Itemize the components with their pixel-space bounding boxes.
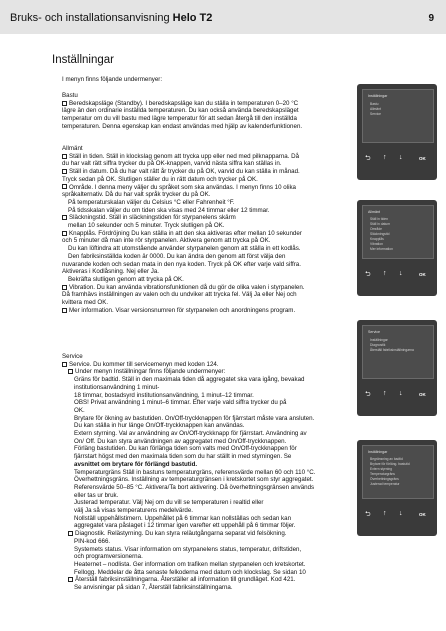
- control-panel-image: [357, 320, 437, 416]
- menu-item: Område: [370, 227, 382, 231]
- service-line: OBS! Privat användning 1 minut–6 timmar. Efter varje vald siffra trycker du på: [74, 399, 287, 407]
- panel-screen: [362, 205, 434, 259]
- service-line: Överhettningsgräns. Inställning av temperaturgränsen i kretskortet som styr aggregatet.: [74, 476, 314, 484]
- service-line: Temperaturgräns Ställ in bastuns temperaturgräns, referensvärde mellan 60 och 110 °C.: [74, 468, 316, 476]
- up-arrow-icon: ↑: [383, 390, 387, 397]
- ok-button-icon: OK: [419, 272, 426, 277]
- menu-item: Brytare för förläng. bastutid: [370, 462, 410, 466]
- up-arrow-icon: ↑: [383, 510, 387, 517]
- service-line: Återställ fabriksinställningarna. Återställer all information till grundläget. Kod 421.: [62, 576, 346, 584]
- bullet-icon: [62, 285, 67, 290]
- menu-item: Släckningstid: [370, 232, 390, 236]
- service-line: Diagnostik. Relästyrning. Du kan styra reläutgångarna separat vid felsökning.: [62, 530, 346, 538]
- service-heading: Service: [62, 353, 83, 360]
- general-line: Tryck sedan på OK. Slutligen ställer du in rätt datum och trycker på OK.: [62, 175, 258, 183]
- menu-item: Bastu: [370, 102, 379, 106]
- service-line: PIN-kod 666.: [74, 537, 111, 545]
- bullet-icon: [62, 308, 67, 313]
- back-icon: ⮌: [365, 271, 371, 278]
- control-panel-image: [357, 200, 437, 296]
- service-line: Under menyn Inställningar finns följande undermenyer:: [62, 368, 346, 376]
- general-line: På tidsskalan väljer du om tiden ska visas med 24 timmar eller 12 timmar.: [68, 206, 270, 214]
- intro-text: I menyn finns följande undermenyer:: [62, 76, 163, 83]
- menu-item: Ställ in datum: [370, 222, 390, 226]
- general-line: nuvarande koden och sedan mata in den nya koden. Tryck på OK efter varje vald siffra.: [62, 260, 301, 268]
- bullet-icon: [62, 362, 67, 367]
- bullet-icon: [68, 369, 73, 374]
- basic-line: lägre än den ordinarie inställda temperaturen. Du kan också använda beredskapsläget: [62, 107, 299, 115]
- menu-item: Överhettningsgräns: [370, 477, 399, 481]
- ok-button-icon: OK: [419, 392, 426, 397]
- general-section: [62, 145, 346, 314]
- service-line: och programversionerna.: [74, 553, 143, 561]
- menu-item: Extern styrning: [370, 467, 392, 471]
- panel-screen: [362, 445, 434, 499]
- basic-line: Beredskapsläge (Standby). I beredskapsläge kan du ställa in temperaturen 0–20 °C: [62, 100, 346, 108]
- document-title: Bruks- och installationsanvisning Helo T2: [10, 12, 213, 24]
- general-line: kvittera med OK.: [62, 299, 109, 307]
- general-line: språkalternativ. Då du har valt språk trycker du på OK.: [62, 191, 211, 199]
- general-line: Vibration. Du kan använda vibrationsfunktionen då du gör de olika valen i styrpanelen.: [62, 284, 346, 292]
- menu-item: Service: [370, 112, 381, 116]
- general-line: mellan 10 sekunder och 5 minuter. Tryck slutligen på OK.: [68, 222, 225, 230]
- section-title: Inställningar: [52, 54, 115, 66]
- service-line: Systemets status. Visar information om styrpanelens status, temperatur, driftstiden,: [74, 545, 302, 553]
- service-line: Brytare för ökning av bastutiden. On/Off-tryckknappen för fjärrstart måste vara ansluten.: [74, 414, 315, 422]
- screen-title: Inställningar: [368, 450, 388, 454]
- service-section: [62, 353, 346, 592]
- basic-heading: Bastu: [62, 92, 78, 99]
- bullet-icon: [62, 184, 67, 189]
- menu-item: Begränsning av badtid: [370, 457, 403, 461]
- panel-screen: [362, 325, 434, 379]
- service-line: Fellogg. Meddelar de åtta senaste felkoderna med datum och klockslag. Se sidan 10: [74, 568, 306, 576]
- ok-button-icon: OK: [419, 512, 426, 517]
- basic-line: temperaturen. Denna egenskap kan endast användas med hjälp av kalenderfunktionen.: [62, 122, 303, 130]
- bullet-icon: [68, 531, 73, 536]
- service-line: avsnittet om brytare för förlängd bastutid.: [74, 460, 198, 468]
- general-line: Ställ in datum. Då du har valt rätt år trycker du på OK, varvid du kan ställa in månad.: [62, 168, 346, 176]
- down-arrow-icon: ↓: [399, 154, 403, 161]
- control-panel-image: [357, 440, 437, 536]
- down-arrow-icon: ↓: [399, 510, 403, 517]
- back-icon: ⮌: [365, 391, 371, 398]
- menu-item: Temperaturgräns: [370, 472, 395, 476]
- general-line: och 5 minuter då man inte rör styrpanelen. Aktivera genom att trycka på OK.: [62, 237, 271, 245]
- control-panel-image: [357, 84, 437, 180]
- ok-button-icon: OK: [419, 156, 426, 161]
- menu-item: Mer information: [370, 247, 393, 251]
- service-line: Heaternet – nodlista. Ger information om trafiken mellan styrpanelen och kretskortet.: [74, 560, 306, 568]
- panel-screen: [362, 89, 434, 143]
- bullet-icon: [62, 101, 67, 106]
- service-line: fjärrstart högst med den maximala tiden som du har ställt in med styrningen. Se: [74, 453, 292, 461]
- service-line: Se anvisningar på sidan 7, Återställ fabriksinställningarna.: [74, 584, 233, 592]
- general-line: Bekräfta slutligen genom att trycka på OK.: [68, 275, 184, 283]
- basic-section: [62, 92, 346, 131]
- menu-item: Inställningar: [370, 338, 388, 342]
- general-line: Aktiveras i Kodlåsning. Nej eller Ja.: [62, 268, 159, 276]
- general-line: Område. I denna meny väljer du språket som ska användas. I menyn finns 10 olika: [62, 184, 346, 192]
- service-line: Nollställ uppehållstimern. Uppehållet på 6 timmar kan nollställas och sedan kan: [74, 514, 292, 522]
- page-header: [0, 0, 446, 34]
- general-line: Knapplås. Fördröjning Du kan ställa in att den ska aktiveras efter mellan 10 sekunder: [62, 230, 346, 238]
- down-arrow-icon: ↓: [399, 390, 403, 397]
- general-line: På temperaturskalan väljer du Celsius °C eller Fahrenheit °F.: [68, 198, 235, 206]
- down-arrow-icon: ↓: [399, 270, 403, 277]
- service-line: Service. Du kommer till servicemenyn med koden 124.: [62, 361, 346, 369]
- basic-line: temperatur om du vill bastu med lägre temperatur för att sedan återgå till den inställda: [62, 115, 297, 123]
- up-arrow-icon: ↑: [383, 154, 387, 161]
- menu-item: Diagnostik: [370, 343, 386, 347]
- menu-item: Ställ in tiden: [370, 217, 388, 221]
- bullet-icon: [62, 215, 67, 220]
- service-line: välj Ja så visas temperaturens medelvärde.: [74, 507, 193, 515]
- screen-title: Inställningar: [368, 94, 388, 98]
- service-line: eller tas ur bruk.: [74, 491, 119, 499]
- general-line: Mer information. Visar versionsnumren för styrpanelen och anordningens program.: [62, 307, 346, 315]
- general-line: Du kan löftindra att utomstående använder styrpanelen genom att ställa in ett kodlås.: [68, 245, 301, 253]
- service-line: 18 timmar, bostadsyrd institutionsanvändning, 1 minut–12 timmar.: [74, 391, 254, 399]
- menu-item: Återställ fabriksinställningarna: [370, 348, 414, 352]
- service-line: OK.: [74, 406, 85, 414]
- up-arrow-icon: ↑: [383, 270, 387, 277]
- menu-item: Justerad temperatur: [370, 482, 400, 486]
- bullet-icon: [62, 154, 67, 159]
- bullet-icon: [62, 169, 67, 174]
- service-line: On/ Off. Du kan styra användningen av aggregatet med On/Off-tryckknappen.: [74, 437, 287, 445]
- page-number: 9: [428, 13, 434, 24]
- service-line: Gräns för badtid. Ställ in den maximala tiden då aggregatet ska vara igång, bevakad: [74, 376, 305, 384]
- service-line: Extern styrning. Val av användning av On/Off-tryckknapp för fjärrstart. Användning av: [74, 430, 307, 438]
- general-line: du har valt rätt siffra trycker du på OK-knappen, varvid nästa siffra kan ställas in.: [62, 160, 282, 168]
- screen-title: Service: [368, 330, 380, 334]
- general-line: Då framhävs inställningen av valen och du undviker att trycka fel. Välj Ja eller Nej och: [62, 291, 297, 299]
- screen-title: Allmänt: [368, 210, 380, 214]
- bullet-icon: [62, 231, 67, 236]
- menu-item: Vibration: [370, 242, 383, 246]
- service-line: Justerad temperatur. Välj Nej om du vill se temperaturen i realtid eller: [74, 499, 264, 507]
- service-line: Förläng bastutiden. Du kan förlänga tiden som valts med On/Off-tryckknappen för: [74, 445, 297, 453]
- bullet-icon: [68, 577, 73, 582]
- back-icon: ⮌: [365, 511, 371, 518]
- general-line: Ställ in tiden. Ställ in klockslag genom att trycka upp eller ned med pilknapparna. Då: [62, 153, 346, 161]
- general-heading: Allmänt: [62, 145, 83, 152]
- service-line: Du kan ställa in hur länge On/Off-tryckknappen kan användas.: [74, 422, 245, 430]
- menu-item: Allmänt: [370, 107, 381, 111]
- general-line: Släckningstid. Ställ in släckningstiden för styrpanelens skärm: [62, 214, 346, 222]
- menu-item: Knapplås: [370, 237, 384, 241]
- service-line: aggregatet vara påslaget i 12 timmar igen varefter ett uppehåll på 6 timmar följer.: [74, 522, 296, 530]
- service-line: institutionsanvändning 1 minut-: [74, 383, 160, 391]
- general-line: Den fabriksinställda koden är 0000. Du kan ändra den genom att först välja den: [68, 252, 286, 260]
- service-line: Referensvärde 50–85 °C. Aktivera/Ta bort aktivering. Då överhettningsgränsen används: [74, 483, 315, 491]
- back-icon: ⮌: [365, 155, 371, 162]
